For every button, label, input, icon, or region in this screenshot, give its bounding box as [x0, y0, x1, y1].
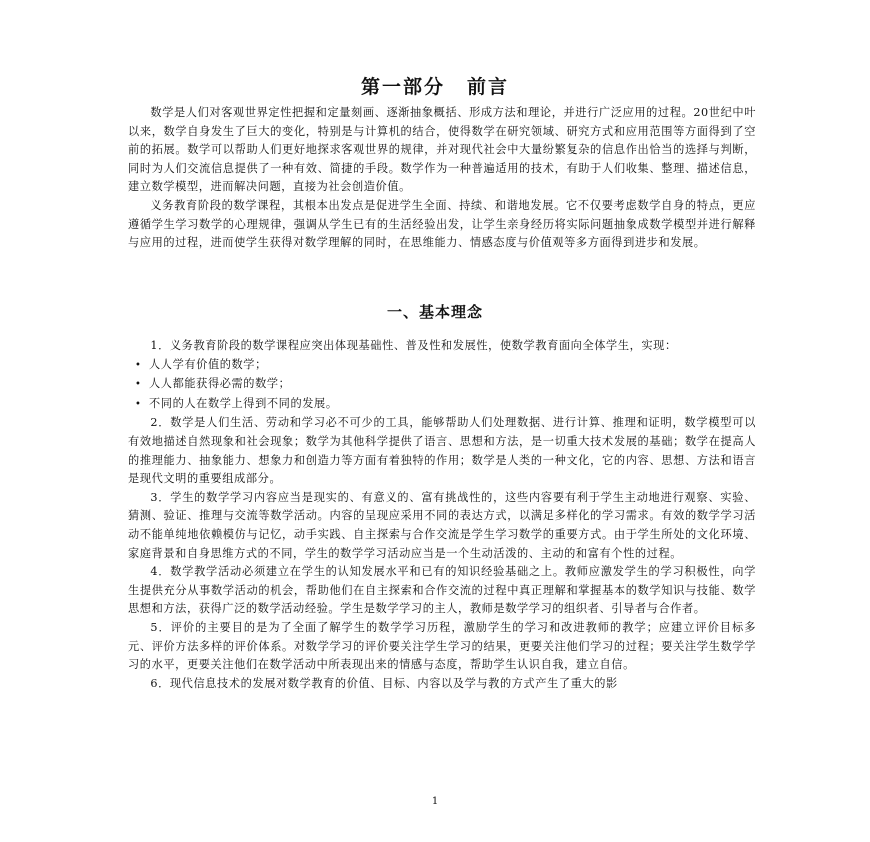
page-number: 1: [431, 796, 439, 807]
principles-block: [128, 337, 756, 693]
bullet-icon: •: [135, 379, 142, 391]
section-title: 一、基本理念: [386, 303, 483, 321]
bullet-item: [128, 356, 756, 376]
bullet-item: [128, 375, 756, 395]
part-name: 前言: [467, 76, 510, 98]
part-title: [0, 72, 870, 99]
preface-paragraph-1: 数学是人们对客观世界定性把握和定量刻画、逐渐抽象概括、形成方法和理论，并进行广泛应用的过程。20世纪中叶以来，数学自身发生了巨大的变化，特别是与计算机的结合，使得数学在研究领域、研究方式和应用范围等方面得到了空前的拓展。数学可以帮助人们更好地探求客观世界的规律，并对现代社会中大量纷繁复杂的信息作出恰当的选择与判断，同时为人们交流信息提供了一种有效、简捷的手段。数学作为一种普遍适用的技术，有助于人们收集、整理、描述信息，建立数学模型，进而解决问题，直接为社会创造价值。: [128, 106, 756, 194]
bullet-text: 人人都能获得必需的数学；: [149, 377, 291, 391]
bullet-text: 人人学有价值的数学；: [149, 357, 267, 371]
preface-paragraph-2: 义务教育阶段的数学课程，其根本出发点是促进学生全面、持续、和谐地发展。它不仅要考虑数学自身的特点，更应遵循学生学习数学的心理规律，强调从学生已有的生活经验出发，让学生亲身经历将实际问题抽象成数学模型并进行解释与应用的过程，进而使学生获得对数学理解的同时，在思维能力、情感态度与价值观等多方面得到进步和发展。: [128, 198, 756, 250]
bullet-icon: •: [135, 398, 142, 410]
principle-6: 6．现代信息技术的发展对数学教育的价值、目标、内容以及学与教的方式产生了重大的影: [150, 676, 618, 690]
principle-1-bullet-list: [128, 356, 756, 415]
bullet-icon: •: [135, 359, 142, 371]
principle-2: 2．数学是人们生活、劳动和学习必不可少的工具，能够帮助人们处理数据、进行计算、推理和证明，数学模型可以有效地描述自然现象和社会现象；数学为其他科学提供了语言、思想和方法，是一切重大技术发展的基础；数学在提高人的推理能力、抽象能力、想象力和创造力等方面有着独特的作用；数学是人类的一种文化，它的内容、思想、方法和语言是现代文明的重要组成部分。: [128, 416, 756, 486]
principle-3: 3．学生的数学学习内容应当是现实的、有意义的、富有挑战性的，这些内容要有利于学生主动地进行观察、实验、猜测、验证、推理与交流等数学活动。内容的呈现应采用不同的表达方式，以满足多样化的学习需求。有效的数学学习活动不能单纯地依赖模仿与记忆，动手实践、自主探索与合作交流是学生学习数学的重要方式。由于学生所处的文化环境、家庭背景和自身思维方式的不同，学生的数学学习活动应当是一个生动活泼的、主动的和富有个性的过程。: [128, 490, 756, 560]
principle-1: 1．义务教育阶段的数学课程应突出体现基础性、普及性和发展性，使数学教育面向全体学生，实现：: [150, 339, 677, 352]
bullet-text: 不同的人在数学上得到不同的发展。: [149, 396, 338, 410]
preface-block: [128, 104, 756, 253]
bullet-item: [128, 395, 756, 415]
part-label: 第一部分: [360, 76, 445, 98]
principle-5: 5．评价的主要目的是为了全面了解学生的数学学习历程，激励学生的学习和改进教师的教学；应建立评价目标多元、评价方法多样的评价体系。对数学学习的评价要关注学生学习的结果，更要关注他们学习的过程；要关注学生数学学习的水平，更要关注他们在数学活动中所表现出来的情感与态度，帮助学生认识自我，建立自信。: [128, 620, 756, 672]
principle-4: 4．数学教学活动必须建立在学生的认知发展水平和已有的知识经验基础之上。教师应激发学生的学习积极性，向学生提供充分从事数学活动的机会，帮助他们在自主探索和合作交流的过程中真正理解和掌握基本的数学知识与技能、数学思想和方法，获得广泛的数学活动经验。学生是数学学习的主人，教师是数学学习的组织者、引导者与合作者。: [128, 565, 756, 616]
